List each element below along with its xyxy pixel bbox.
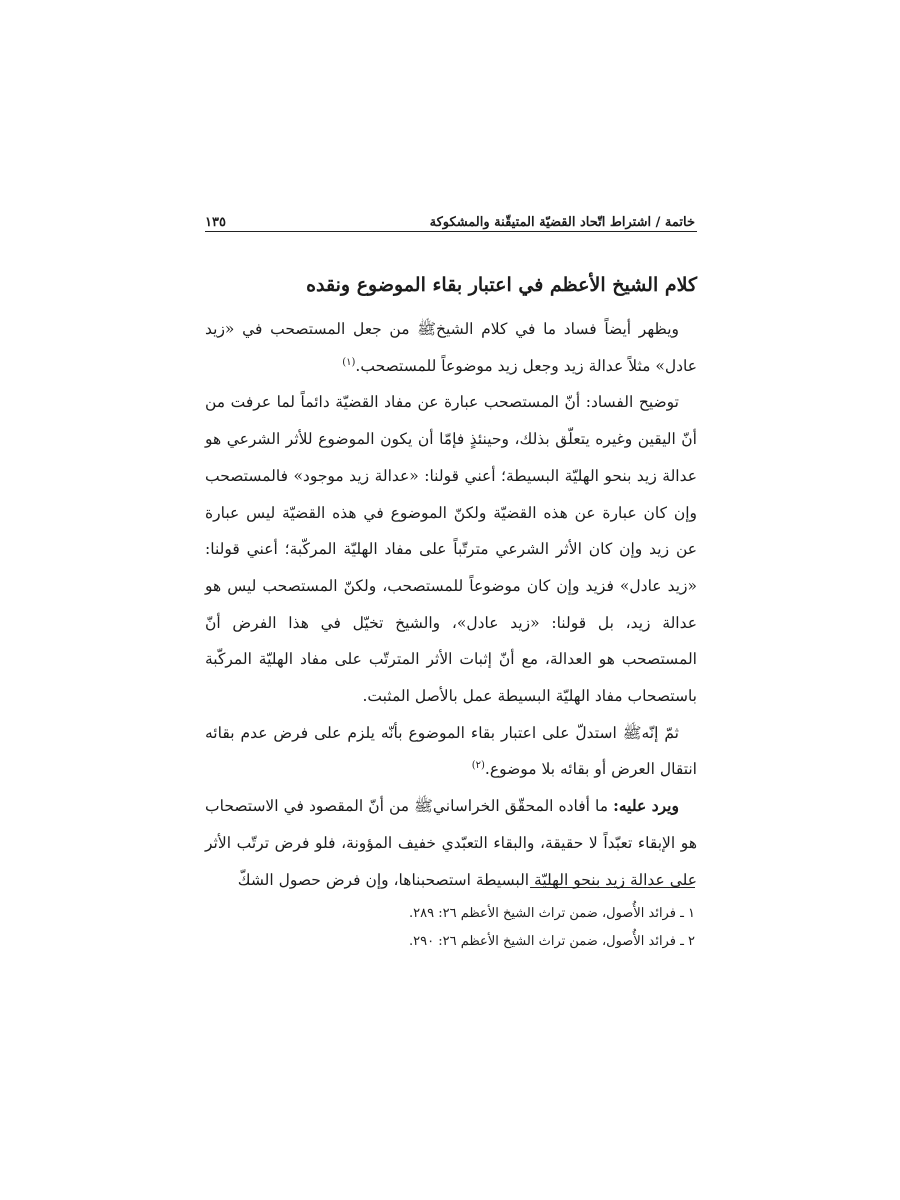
paragraph-3-text: ثمّ إنّه‏ﷺ استدلّ على اعتبار بقاء الموضوع بأنّه يلزم على فرض عدم بقائه انتقال العرض أو بقائه بلا موضوع.	[205, 723, 697, 779]
paragraph-1	[205, 311, 697, 384]
section-title: كلام الشيخ الأعظم في اعتبار بقاء الموضوع ونقده	[306, 274, 697, 296]
footnote-1: ١ ـ فرائد الأُصول، ضمن تراث الشيخ الأعظم ٢٦: ٢٨٩.	[409, 906, 695, 921]
paragraph-4-text: ما أفاده المحقّق الخراساني‏ﷺ من أنّ المقصود في الاستصحاب هو الإبقاء تعبّداً لا حقيقة، والبقاء التعبّدي خفيف المؤونة، فلو فرض ترتّب الأثر على عدالة زيد بنحو الهليّة البسيطة استصحبناها، وإن فرض حصول الشكّ	[205, 797, 697, 889]
running-title: خاتمة / اشتراط اتّحاد القضيّة المتيقّنة والمشكوكة	[429, 215, 695, 230]
paragraph-2-text: توضيح الفساد: أنّ المستصحب عبارة عن مفاد القضيّة دائماً لما عرفت من أنّ اليقين وغيره يتعلّق بذلك، وحينئذٍ فإمّا أن يكون الموضوع للأثر الشرعي هو عدالة زيد بنحو الهليّة البسيطة؛ أعني قولنا: «عدالة زيد موجود» فالمستصحب وإن كان عبارة عن هذه القضيّة ولكنّ الموضوع في هذه القضيّة ليس عبارة عن زيد وإن كان الأثر الشرعي مترتّباً على مفاد الهليّة المركّبة؛ أعني قولنا: «زيد عادل» فزيد وإن كان موضوعاً للمستصحب، ولكنّ المستصحب ليس هو عدالة زيد، بل قولنا: «زيد عادل»، والشيخ تخيّل في هذا الفرض أنّ المستصحب هو العدالة، مع أنّ إثبات الأثر المترتّب على مفاد الهليّة المركّبة باستصحاب مفاد الهليّة البسيطة عمل بالأصل المثبت.	[205, 393, 697, 706]
paragraph-3	[205, 715, 697, 788]
header-divider	[205, 231, 697, 232]
paragraph-4-lead: ويرد عليه:	[613, 796, 679, 816]
paragraph-1-text: ويظهر أيضاً فساد ما في كلام الشيخ‏ﷺ من جعل المستصحب في «زيد عادل» مثلاً عدالة زيد وجعل زيد موضوعاً للمستصحب.	[205, 320, 697, 375]
footnote-ref-1: (١)	[342, 356, 356, 368]
page-number: ١٣٥	[205, 215, 226, 230]
paragraph-4	[205, 788, 697, 898]
running-header	[205, 206, 695, 230]
main-text	[205, 265, 697, 898]
footnote-divider	[530, 887, 695, 888]
footnote-ref-2: (٢)	[471, 760, 485, 772]
footnotes	[205, 900, 695, 956]
footnote-2: ٢ ـ فرائد الأُصول، ضمن تراث الشيخ الأعظم ٢٦: ٢٩٠.	[409, 934, 695, 949]
paragraph-2	[205, 384, 697, 714]
